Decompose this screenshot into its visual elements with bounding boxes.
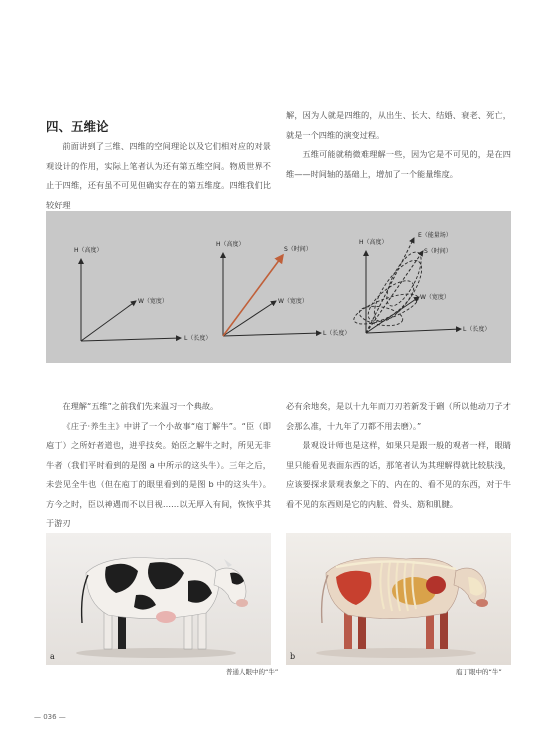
text-column-mid-right <box>286 397 511 514</box>
text-column-top-right <box>286 106 511 184</box>
l-axis-label: L（长度） <box>463 326 491 333</box>
page-number: — 036 — <box>34 713 66 721</box>
e-axis-label: E（能量场） <box>418 232 452 239</box>
paragraph: 解，因为人就是四维的，从出生、长大、结婚、衰老、死亡，就是一个四维的演变过程。 <box>286 110 511 140</box>
photo-caption-a: 普通人眼中的“牛” <box>226 668 279 676</box>
l-axis-label: L（长度） <box>184 335 212 342</box>
h-axis-label: H（高度） <box>74 247 103 254</box>
section-heading: 四、五维论 <box>46 119 109 134</box>
photo-anatomical-cow <box>286 533 511 665</box>
h-axis-label: H（高度） <box>216 241 245 248</box>
h-axis-label: H（高度） <box>359 239 388 246</box>
photo-label-a: a <box>50 652 55 661</box>
paragraph: 《庄子·养生主》中讲了一个小故事“庖丁解牛”。“臣（即庖丁）之所好者道也，进乎技矣。始臣之解牛之时，所见无非牛者（我们平时看到的是图 a 中所示的这头牛）。三年之后，未尝见全牛也（但在庖丁的眼里看到的是图 b 中的这头牛）。方今之时，臣以神遇而不以目视……以无厚入有间，恢恢乎其于游刃 <box>46 420 271 528</box>
anatomical-cow-illustration <box>286 533 511 665</box>
s-axis-label: S（时间） <box>284 246 312 253</box>
photo-label-b: b <box>290 652 296 661</box>
text-column-top-left <box>46 137 271 215</box>
w-axis-label: W（宽度） <box>278 298 308 305</box>
e-energy-axis <box>366 238 414 333</box>
diagram-three-dimension <box>74 246 211 342</box>
s-axis-label: S（时间） <box>424 248 452 255</box>
w-axis-label: W（宽度） <box>420 294 450 301</box>
diagram-four-dimension <box>216 240 350 337</box>
paragraph: 必有余地矣，是以十九年而刀刃若新发于硎（所以他动刀子才会那么准，十九年了刀都不用去磨）。” <box>286 401 511 431</box>
paragraph: 五维可能就稍微难理解一些，因为它是不可见的，是在四维——时间轴的基础上，增加了一个能量维度。 <box>286 149 511 179</box>
diagram-five-dimension <box>351 231 491 333</box>
dimension-diagrams <box>46 211 511 363</box>
l-axis-label: L（长度） <box>323 330 351 337</box>
paragraph: 景观设计师也是这样，如果只是跟一般的观者一样，眼睛里只能看见表面东西的话，那笔者认为其理解得就比较肤浅，应该要探求景观表象之下的、内在的、看不见的东西，对于牛看不见的东西则是它的内脏、骨头、筋和肌腱。 <box>286 440 511 509</box>
w-axis <box>223 301 276 336</box>
w-axis <box>81 301 136 341</box>
energy-field-loops <box>351 247 430 330</box>
text-column-mid-left <box>46 397 271 534</box>
paragraph: 在理解“五维”之前我们先来温习一个典故。 <box>62 401 219 411</box>
dimension-diagrams-panel <box>46 211 511 363</box>
l-axis <box>366 329 461 333</box>
l-axis <box>81 338 181 341</box>
photo-ordinary-cow <box>46 533 271 665</box>
s-time-axis <box>223 255 283 336</box>
cow-illustration <box>46 533 271 665</box>
s-time-axis <box>366 251 423 333</box>
photo-caption-b: 庖丁眼中的“牛” <box>456 668 502 676</box>
paragraph: 前面讲到了三维、四维的空间理论以及它们相对应的对景观设计的作用，实际上笔者认为还有第五维空间。物质世界不止于四维，还有虽不可见但确实存在的第五维度。四维我们比较好理 <box>46 141 271 210</box>
w-axis-label: W（宽度） <box>138 298 168 305</box>
l-axis <box>223 333 321 336</box>
